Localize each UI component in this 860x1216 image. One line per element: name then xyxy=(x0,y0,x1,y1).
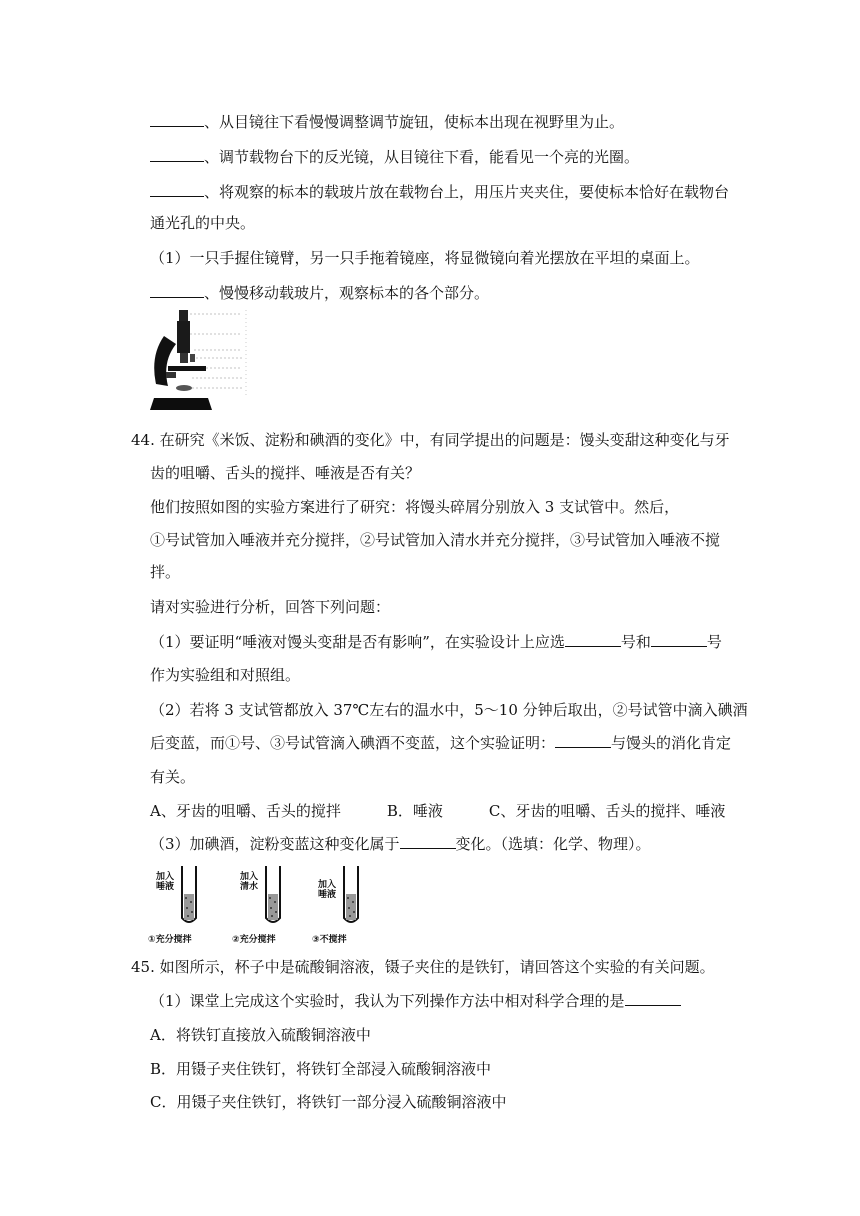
answer-blank[interactable] xyxy=(150,182,204,197)
question-number: 44. xyxy=(131,431,155,449)
tube-2-label: 加入清水 xyxy=(240,872,259,892)
q44-options xyxy=(150,801,725,821)
q45-part-1: （1）课堂上完成这个实验时，我认为下列操作方法中相对科学合理的是 xyxy=(150,991,681,1011)
q44-part-2: （2）若将 3 支试管都放入 37℃左右的温水中，5～10 分钟后取出，②号试管中滴入碘酒 xyxy=(150,701,748,719)
q45-option-a[interactable]: A．将铁钉直接放入硫酸铜溶液中 xyxy=(150,1026,371,1044)
answer-blank[interactable] xyxy=(565,632,621,647)
tube-3-label: 加入唾液 xyxy=(318,880,337,900)
question-number: 45. xyxy=(131,958,155,976)
q43-step-c: 、将观察的标本的载玻片放在载物台上，用压片夹夹住，要使标本恰好在载物台 xyxy=(150,182,729,202)
q44-stem-4: ①号试管加入唾液并充分搅拌，②号试管加入清水并充分搅拌，③号试管加入唾液不搅 xyxy=(150,531,721,549)
answer-blank[interactable] xyxy=(555,733,611,748)
q44-stem-1: 44. 在研究《米饭、淀粉和碘酒的变化》中，有同学提出的问题是：馒头变甜这种变化与牙 xyxy=(131,431,730,449)
q44-stem-2: 齿的咀嚼、舌头的搅拌、唾液是否有关？ xyxy=(150,464,421,482)
q44-stem-5: 拌。 xyxy=(150,563,181,581)
q44-part-2-cont: 后变蓝，而①号、③号试管滴入碘酒不变蓝，这个实验证明： 与馒头的消化肯定 xyxy=(150,734,732,752)
answer-blank[interactable] xyxy=(400,834,456,849)
q43-step-d: 、慢慢移动载玻片，观察标本的各个部分。 xyxy=(150,283,489,303)
q44-part-1-cont: 作为实验组和对照组。 xyxy=(150,666,301,684)
answer-blank[interactable] xyxy=(651,632,707,647)
q44-part-2-end: 有关。 xyxy=(150,768,196,786)
answer-blank[interactable] xyxy=(150,112,204,127)
answer-blank[interactable] xyxy=(150,147,204,162)
tube-1-label: 加入唾液 xyxy=(156,872,175,892)
q43-step-b: 、调节载物台下的反光镜，从目镜往下看，能看见一个亮的光圈。 xyxy=(150,147,639,167)
tube-3-caption: ③不搅拌 xyxy=(312,935,347,945)
test-tubes-figure xyxy=(146,862,366,946)
q45-option-c[interactable]: C．用镊子夹住铁钉，将铁钉一部分浸入硫酸铜溶液中 xyxy=(150,1093,507,1111)
tube-1-caption: ①充分搅拌 xyxy=(148,935,192,945)
option-c[interactable]: C、牙齿的咀嚼、舌头的搅拌、唾液 xyxy=(488,802,726,820)
answer-blank[interactable] xyxy=(150,283,204,298)
q43-step-1: （1）一只手握住镜臂，另一只手拖着镜座，将显微镜向着光摆放在平坦的桌面上。 xyxy=(150,249,700,267)
q44-part-3: （3）加碘酒，淀粉变蓝这种变化属于 变化。（选填：化学、物理）。 xyxy=(150,835,651,853)
q44-stem-6: 请对实验进行分析，回答下列问题： xyxy=(150,598,391,616)
tube-2-caption: ②充分搅拌 xyxy=(232,935,276,945)
option-a[interactable]: A、牙齿的咀嚼、舌头的搅拌 xyxy=(150,802,341,820)
microscope-figure xyxy=(146,306,256,416)
q45-stem: 45. 如图所示，杯子中是硫酸铜溶液，镊子夹住的是铁钉，请回答这个实验的有关问题。 xyxy=(131,958,715,976)
test-tube-1 xyxy=(180,864,198,928)
q43-step-a: 、从目镜往下看慢慢调整调节旋钮，使标本出现在视野里为止。 xyxy=(150,112,624,132)
test-tube-2 xyxy=(264,864,282,928)
q43-step-c-cont: 通光孔的中央。 xyxy=(150,214,256,232)
q45-option-b[interactable]: B．用镊子夹住铁钉，将铁钉全部浸入硫酸铜溶液中 xyxy=(150,1060,492,1078)
answer-blank[interactable] xyxy=(625,991,681,1006)
test-tube-3 xyxy=(342,864,360,928)
q44-stem-3: 他们按照如图的实验方案进行了研究：将馒头碎屑分别放入 3 支试管中。然后， xyxy=(150,498,680,516)
q44-part-1: （1）要证明“唾液对馒头变甜是否有影响”，在实验设计上应选 号和 号 xyxy=(150,633,722,651)
option-b[interactable]: B．唾液 xyxy=(386,802,443,820)
